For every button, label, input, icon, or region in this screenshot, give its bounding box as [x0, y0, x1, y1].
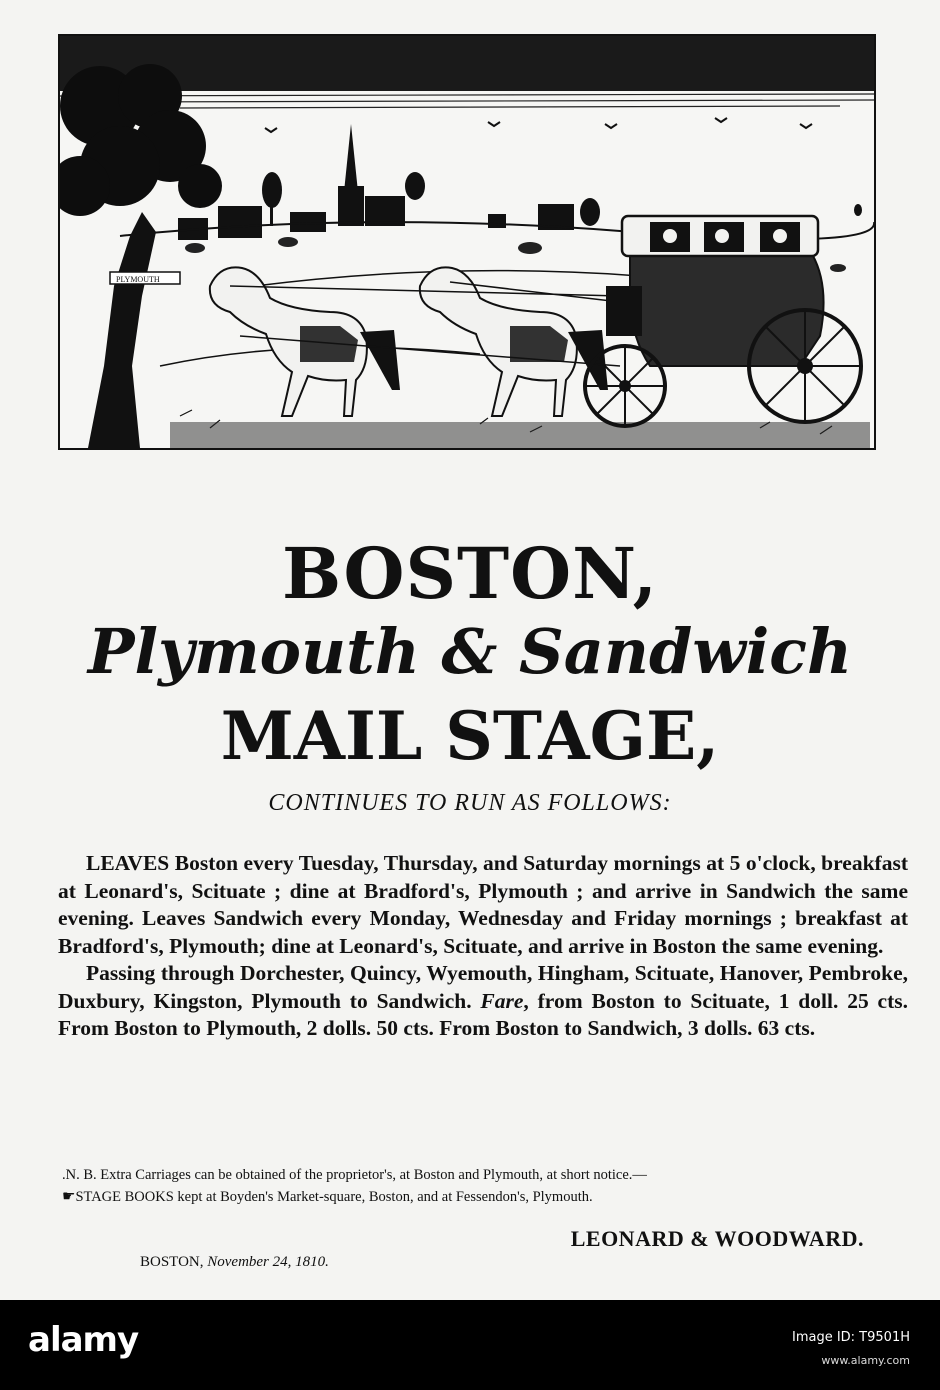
- pointing-hand-icon: ☛: [62, 1189, 76, 1205]
- stagecoach-woodcut-image: [60, 36, 874, 448]
- poster-subtitle: CONTINUES TO RUN AS FOLLOWS:: [268, 790, 672, 816]
- poster-title-boston: BOSTON,: [282, 532, 658, 615]
- credit-url: www.alamy.com: [821, 1354, 910, 1367]
- alamy-logo: alamy: [28, 1320, 139, 1360]
- schedule-text: [58, 850, 908, 1043]
- nota-bene: [62, 1164, 912, 1208]
- schedule-paragraph: LEAVES Boston every Tuesday, Thursday, and Saturday mornings at 5 o'clock, breakfast at Leonard's, Scituate ; dine at Bradford's, Plymouth ; and arrive in Sandwich the same evening. Leaves Sandwich every Monday, Wednesday and Friday mornings ; breakfast at Bradford's, Plymouth; dine at Leonard's, Scituate, and arrive in Boston the same evening.: [58, 851, 908, 958]
- stock-photo-footer: [0, 1300, 940, 1390]
- poster-title-mail-stage: MAIL STAGE,: [220, 697, 720, 775]
- nb-stage-books: ☛STAGE BOOKS kept at Boyden's Market-square, Boston, and at Fessendon's, Plymouth.: [62, 1189, 593, 1205]
- poster-title-route: Plymouth & Sandwich: [87, 615, 853, 688]
- image-id-label: Image ID: T9501H: [791, 1330, 910, 1345]
- signpost-label: PLYMOUTH: [116, 275, 160, 284]
- nb-extra-carriages: .N. B. Extra Carriages can be obtained of the proprietor's, at Boston and Plymouth, at short notice.—: [62, 1167, 647, 1183]
- proprietor-signature: LEONARD & WOODWARD.: [570, 1226, 864, 1251]
- stagecoach-illustration: [58, 34, 876, 450]
- route-fare-paragraph: Passing through Dorchester, Quincy, Wyemouth, Hingham, Scituate, Hanover, Pembroke, Duxbury, Kingston, Plymouth to Sandwich. Fare, from Boston to Scituate, 1 doll. 25 cts. From Boston to Plymouth, 2 dolls. 50 cts. From Boston to Sandwich, 3 dolls. 63 cts.: [58, 961, 908, 1040]
- dateline: BOSTON, November 24, 1810.: [140, 1254, 329, 1270]
